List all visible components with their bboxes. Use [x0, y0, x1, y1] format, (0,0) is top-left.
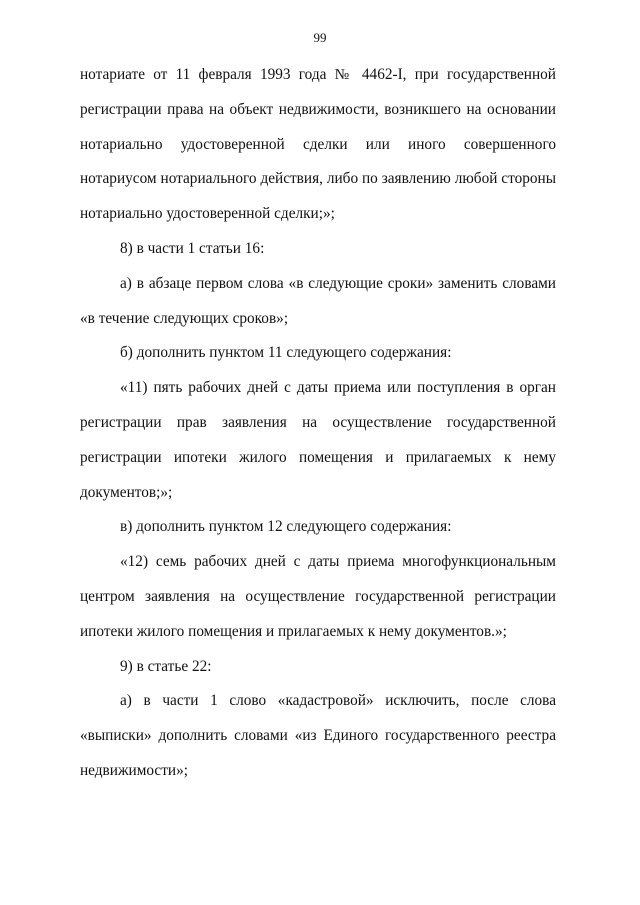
paragraph-item-8a: а) в абзаце первом слова «в следующие сроки» заменить словами «в течение следующих сроков»;: [80, 274, 556, 327]
page-number: 99: [313, 30, 327, 45]
paragraph-item-8v: в) дополнить пунктом 12 следующего содержания:: [120, 518, 452, 536]
paragraph-point-11: «11) пять рабочих дней с даты приема или поступления в орган регистрации прав заявления на осуществление государственной регистрации ипотеки жилого помещения и прилагаемых к нему документов;»;: [80, 379, 556, 501]
paragraph-point-12: «12) семь рабочих дней с даты приема многофункциональным центром заявления на осуществление государственной регистрации ипотеки жилого помещения и прилагаемых к нему документов.»;: [80, 553, 556, 640]
paragraph-item-8: 8) в части 1 статьи 16:: [120, 239, 265, 257]
paragraph-continuation: нотариате от 11 февраля 1993 года № 4462-I, при государственной регистрации права на объект недвижимости, возникшего на основании нотариально удостоверенной сделки или иного совершенного нотариусом нотариального действия, либо по заявлению любой стороны нотариально удостоверенной сделки;»;: [80, 66, 556, 223]
paragraph-item-9a: а) в части 1 слово «кадастровой» исключить, после слова «выписки» дополнить словами «из Единого государственного реестра недвижимости»;: [80, 692, 556, 779]
paragraph-item-9: 9) в статье 22:: [120, 657, 212, 675]
document-body: [80, 58, 556, 789]
paragraph-item-8b: б) дополнить пунктом 11 следующего содержания:: [120, 344, 452, 362]
